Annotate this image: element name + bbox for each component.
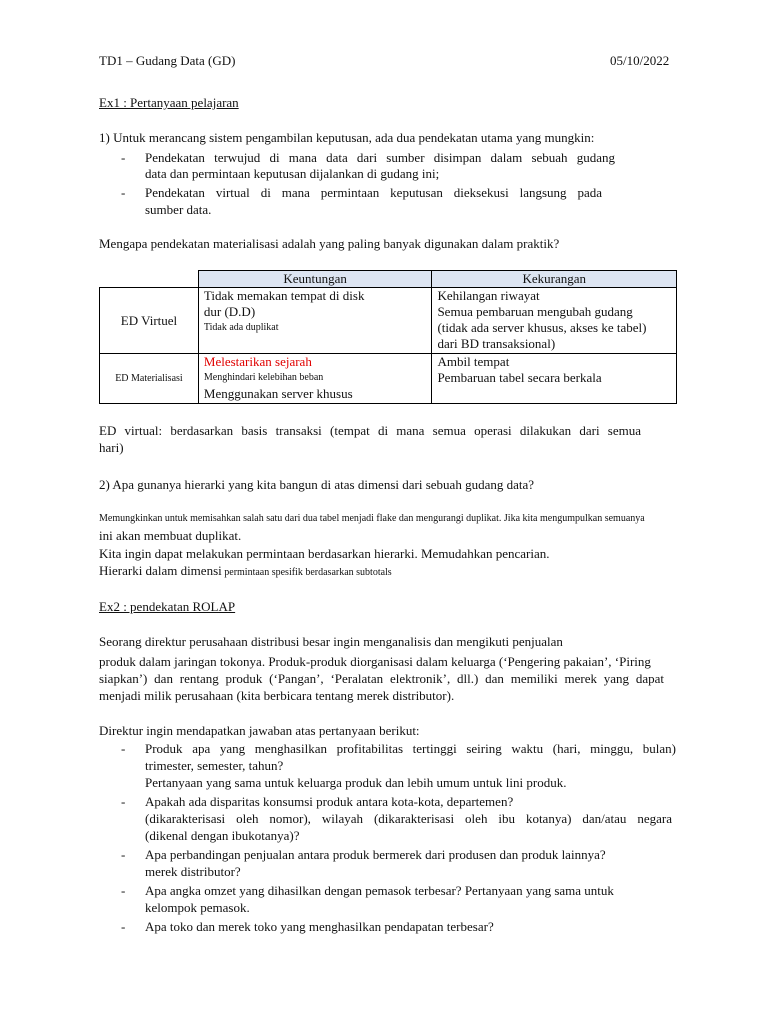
ex2-p1-line1: Seorang direktur perusahaan distribusi besar ingin menganalisis dan mengikuti penjualan bbox=[99, 634, 563, 649]
ex2-item1-line1: Produk apa yang menghasilkan profitabilitas tertinggi seiring waktu (hari, minggu, bulan) bbox=[145, 741, 676, 756]
cell-text: Ambil tempat bbox=[437, 354, 510, 369]
cell-text: Menggunakan server khusus bbox=[203, 386, 353, 401]
bullet-dash: - bbox=[121, 883, 126, 898]
a2-line2: ini akan membuat duplikat. bbox=[99, 528, 242, 543]
cell-text: dur (D.D) bbox=[203, 304, 256, 319]
virtual-note-line2: hari) bbox=[99, 440, 124, 455]
a2-line4 bbox=[99, 563, 392, 581]
cell-text: Semua pembaruan mengubah gudang bbox=[437, 304, 633, 319]
a2-line3: Kita ingin dapat melakukan permintaan berdasarkan hierarki. Memudahkan pencarian. bbox=[99, 546, 550, 561]
ex2-item4-line2: kelompok pemasok. bbox=[145, 900, 250, 915]
bullet2-line1: Pendekatan virtual di mana permintaan keputusan dieksekusi langsung pada bbox=[145, 185, 602, 200]
a2-line4-small-text: permintaan spesifik berdasarkan subtotals bbox=[221, 567, 392, 578]
ex2-item1-line2: trimester, semester, tahun? bbox=[145, 758, 284, 773]
ex2-p1-line3: siapkan’) dan rentang produk (‘Pangan’, ‘Peralatan elektronik’, dll.) dan memiliki merek yang dapat bbox=[99, 671, 664, 686]
ex2-item3-line1: Apa perbandingan penjualan antara produk bermerek dari produsen dan produk lainnya? bbox=[145, 847, 606, 862]
bullet1-line1: Pendekatan terwujud di mana data dari sumber disimpan dalam sebuah gudang bbox=[145, 150, 615, 165]
cell-virtual-disadvantages bbox=[432, 288, 677, 354]
cell-text: Menghindari kelebihan beban bbox=[203, 372, 324, 383]
bullet-dash: - bbox=[121, 847, 126, 862]
ex2-p1-line4: menjadi milik perusahaan (kita berbicara tentang merek distributor). bbox=[99, 688, 455, 703]
ex2-item4-line1: Apa angka omzet yang dihasilkan dengan pemasok terbesar? Pertanyaan yang sama untuk bbox=[145, 883, 614, 898]
virtual-note-line1: ED virtual: berdasarkan basis transaksi (tempat di mana semua operasi dilakukan dari semua bbox=[99, 423, 641, 438]
a2-line1: Memungkinkan untuk memisahkan salah satu dari dua tabel menjadi flake dan mengurangi duplikat. Jika kita mengumpulkan semuanya bbox=[99, 513, 645, 524]
ex2-item3-line2: merek distributor? bbox=[145, 864, 241, 879]
bullet-dash: - bbox=[121, 150, 126, 165]
cell-text: dari BD transaksional) bbox=[437, 336, 556, 351]
cell-text: Tidak ada duplikat bbox=[203, 322, 279, 333]
header-kekurangan: Kekurangan bbox=[432, 271, 677, 288]
cell-materialized-advantages bbox=[198, 354, 432, 404]
bullet2-line2: sumber data. bbox=[145, 202, 212, 217]
cell-materialized-disadvantages bbox=[432, 354, 677, 404]
ex2-item5-line1: Apa toko dan merek toko yang menghasilkan pendapatan terbesar? bbox=[145, 919, 494, 934]
q2-question: 2) Apa gunanya hierarki yang kita bangun di atas dimensi dari sebuah gudang data? bbox=[99, 477, 535, 492]
a2-line4-text: Hierarki dalam dimensi bbox=[99, 563, 222, 578]
table-row bbox=[100, 288, 677, 354]
q1-intro: 1) Untuk merancang sistem pengambilan keputusan, ada dua pendekatan utama yang mungkin: bbox=[99, 130, 595, 145]
ex2-item2-line1: Apakah ada disparitas konsumsi produk antara kota-kota, departemen? bbox=[145, 794, 514, 809]
bullet-dash: - bbox=[121, 919, 126, 934]
row-label-materialisasi: ED Materialisasi bbox=[100, 354, 199, 404]
table-row bbox=[100, 354, 677, 404]
ex2-item2-line3: (dikenal dengan ibukotanya)? bbox=[145, 828, 300, 843]
cell-text-highlight: Melestarikan sejarah bbox=[203, 354, 312, 369]
ex2-p2: Direktur ingin mendapatkan jawaban atas pertanyaan berikut: bbox=[99, 723, 420, 738]
table-header-row bbox=[100, 271, 677, 288]
document-date: 05/10/2022 bbox=[610, 53, 670, 68]
table-corner-cell bbox=[100, 271, 199, 288]
cell-text: Tidak memakan tempat di disk bbox=[203, 288, 365, 303]
cell-text: Kehilangan riwayat bbox=[437, 288, 540, 303]
bullet-dash: - bbox=[121, 794, 126, 809]
cell-text: Pembaruan tabel secara berkala bbox=[437, 370, 602, 385]
ex2-item1-line3: Pertanyaan yang sama untuk keluarga produk dan lebih umum untuk lini produk. bbox=[145, 775, 567, 790]
cell-text: (tidak ada server khusus, akses ke tabel) bbox=[437, 320, 647, 335]
comparison-table bbox=[99, 270, 677, 404]
document-title: TD1 – Gudang Data (GD) bbox=[99, 53, 236, 68]
ex1-heading: Ex1 : Pertanyaan pelajaran bbox=[99, 95, 239, 110]
header-keuntungan: Keuntungan bbox=[198, 271, 432, 288]
bullet1-line2: data dan permintaan keputusan dijalankan di gudang ini; bbox=[145, 166, 440, 181]
bullet-dash: - bbox=[121, 185, 126, 200]
row-label-virtual: ED Virtuel bbox=[100, 288, 199, 354]
materialization-question: Mengapa pendekatan materialisasi adalah yang paling banyak digunakan dalam praktik? bbox=[99, 236, 560, 251]
ex2-p1-line2: produk dalam jaringan tokonya. Produk-produk diorganisasi dalam keluarga (‘Pengering pakaian’, ‘Piring bbox=[99, 654, 651, 669]
bullet-dash: - bbox=[121, 741, 126, 756]
ex2-heading: Ex2 : pendekatan ROLAP bbox=[99, 599, 236, 614]
cell-virtual-advantages bbox=[198, 288, 432, 354]
ex2-item2-line2: (dikarakterisasi oleh nomor), wilayah (dikarakterisasi oleh ibu kotanya) dan/atau negara bbox=[145, 811, 672, 826]
